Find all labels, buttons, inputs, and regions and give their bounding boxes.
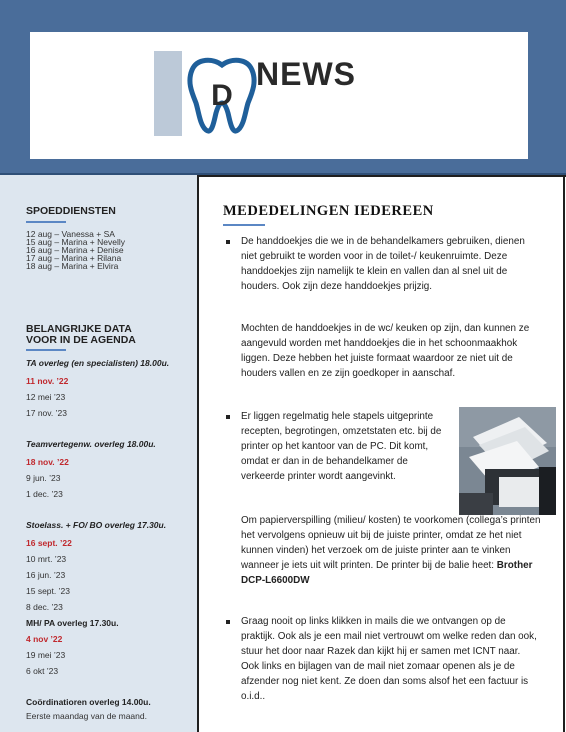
data-title-rule bbox=[26, 349, 66, 351]
coord-head: Coördinatioren overleg 14.00u. bbox=[26, 697, 151, 707]
agenda-date: 10 mrt. ’23 bbox=[26, 554, 67, 564]
agenda-date-highlight: 4 nov ’22 bbox=[26, 634, 63, 644]
paragraph: De handdoekjes die we in de behandelkamers gebruiken, dienen niet gebruikt te worden voor in de toilet-/ keukenruimte. Deze handdoekjes zijn namelijk te klein en vallen dan al snel uit de houders. Ook zijn deze handdoekjes prijzig. bbox=[241, 236, 525, 292]
main-title-rule bbox=[223, 224, 265, 226]
agenda-date-highlight: 18 nov. ’22 bbox=[26, 457, 69, 467]
spoed-title: SPOEDDIENSTEN bbox=[26, 205, 116, 217]
data-title-line2: VOOR IN DE AGENDA bbox=[26, 334, 136, 346]
agenda-date: 19 mei ’23 bbox=[26, 650, 66, 660]
printer-name: Brother DCP-L6600DW bbox=[241, 560, 533, 586]
agenda-date: 12 mei ’23 bbox=[26, 392, 66, 402]
agenda-group-head: MH/ PA overleg 17.30u. bbox=[26, 618, 119, 628]
agenda-date: 6 okt ’23 bbox=[26, 666, 59, 676]
agenda-date-highlight: 11 nov. ’22 bbox=[26, 376, 69, 386]
agenda-group-head: TA overleg (en specialisten) 18.00u. bbox=[26, 358, 170, 368]
paragraph: Er liggen regelmatig hele stapels uitgeprinte recepten, begrotingen, omzetstaten etc. bij de printer op het kantoor van de PC. Dit komt, omdat er dan in de behandelkamer de verkeerde printer wordt aangevinkt. bbox=[241, 411, 442, 482]
coord-text: Eerste maandag van de maand. bbox=[26, 711, 147, 721]
spoed-item: 15 aug – Marina + Nevelly bbox=[26, 237, 125, 247]
bullet bbox=[226, 620, 230, 624]
spoed-rule bbox=[26, 221, 66, 223]
bullet bbox=[226, 415, 230, 419]
agenda-group-head: Teamvertegenw. overleg 18.00u. bbox=[26, 439, 156, 449]
spoed-item: 16 aug – Marina + Denise bbox=[26, 245, 124, 255]
agenda-date: 15 sept. ’23 bbox=[26, 586, 70, 596]
agenda-date: 8 dec. ’23 bbox=[26, 602, 63, 612]
logo-panel bbox=[30, 32, 528, 159]
main-top-border bbox=[197, 175, 566, 177]
sidebar-divider bbox=[197, 175, 199, 732]
printer-image bbox=[459, 407, 556, 515]
printer-photo bbox=[459, 407, 556, 515]
agenda-date-highlight: 16 sept. ’22 bbox=[26, 538, 72, 548]
agenda-date: 16 jun. ’23 bbox=[26, 570, 66, 580]
tooth-icon bbox=[185, 55, 259, 134]
agenda-date: 1 dec. ’23 bbox=[26, 489, 63, 499]
bullet bbox=[226, 240, 230, 244]
main-title: MEDEDELINGEN IEDEREEN bbox=[223, 203, 434, 219]
spoed-item: 12 aug – Vanessa + SA bbox=[26, 229, 115, 239]
paragraph: Mochten de handdoekjes in de wc/ keuken op zijn, dan kunnen ze aangevuld worden met handdoekjes die in het schoonmaakhok liggen. Deze hebben het juiste formaat waardoor ze niet uit de houders vallen en ze zijn goedkoper in aanschaf. bbox=[241, 323, 530, 379]
spoed-item: 18 aug – Marina + Elvira bbox=[26, 261, 119, 271]
paragraph bbox=[241, 513, 541, 588]
logo-title: NEWS bbox=[256, 56, 356, 92]
paragraph-text: Om papierverspilling (milieu/ kosten) te voorkomen (collega’s printen het vervolgens opnieuw uit bij de juiste printer, omdat ze het niet kunnen vinden) het verzoek om de juiste printer aan te vinken wanneer je iets uit wilt printen. De printer bij de balie heet: bbox=[241, 515, 541, 571]
spoed-item: 17 aug – Marina + Rilana bbox=[26, 253, 122, 263]
header-banner bbox=[0, 0, 566, 175]
agenda-date: 17 nov. ’23 bbox=[26, 408, 67, 418]
logo-letter: D bbox=[211, 79, 233, 112]
main-right-border bbox=[563, 175, 565, 732]
agenda-date: 9 jun. ’23 bbox=[26, 473, 61, 483]
data-title-line1: BELANGRIJKE DATA bbox=[26, 323, 132, 335]
paragraph: Graag nooit op links klikken in mails die we ontvangen op de praktijk. Ook als je een mail niet vertrouwt om welke reden dan ook, stuur het door naar Razek dan kijkt hij er samen met ICNT naar. Ook links en bijlagen van de mail niet zomaar openen als je de afzender nog niet kent. Ze doen dan soms alsof het een factuur is o.i.d.. bbox=[241, 616, 537, 702]
agenda-group-head: Stoelass. + FO/ BO overleg 17.30u. bbox=[26, 520, 167, 530]
